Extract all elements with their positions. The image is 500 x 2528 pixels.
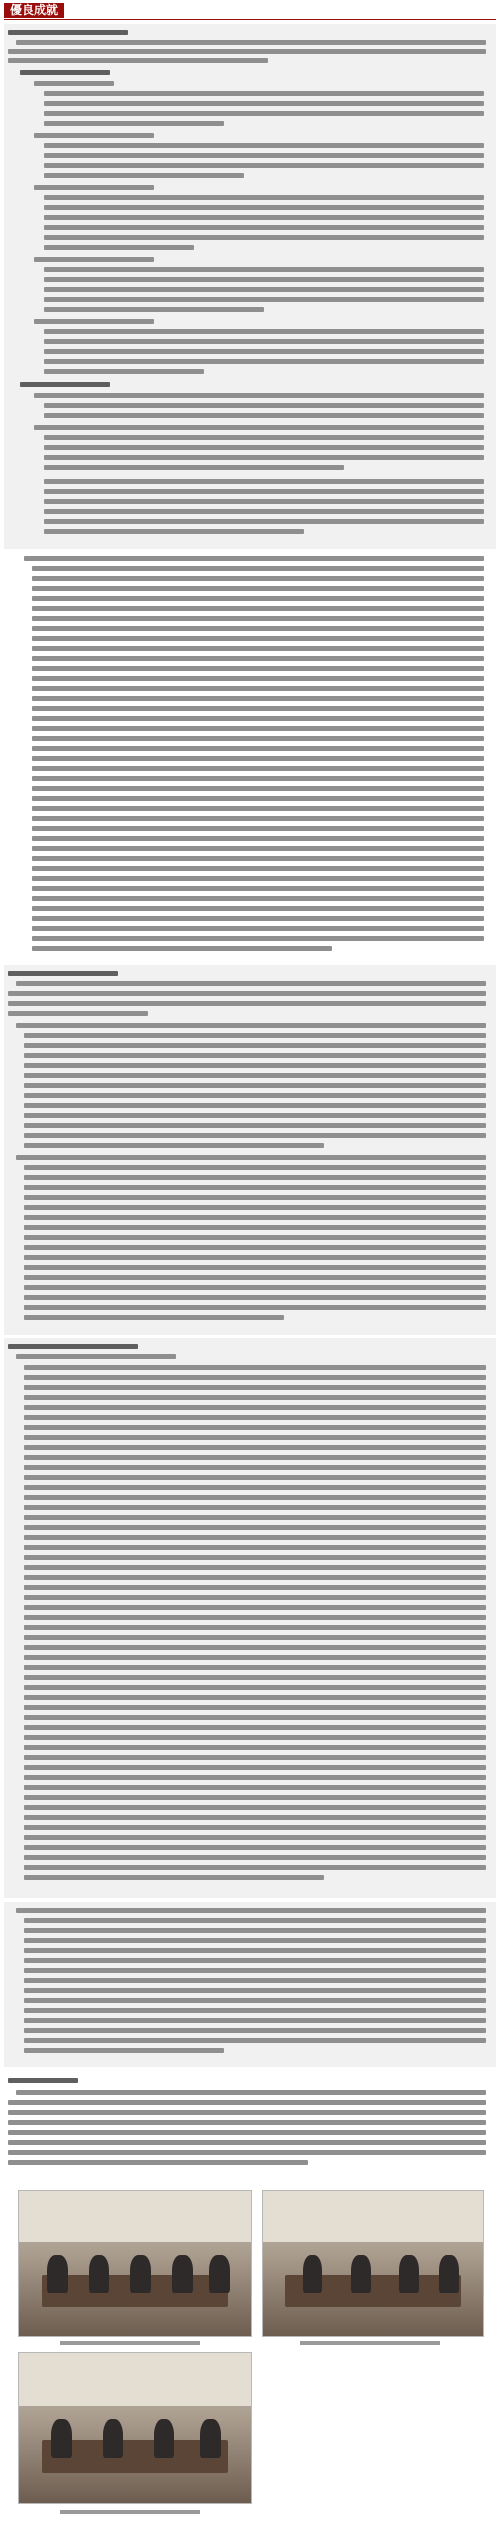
page-title: 優良成就 [4,3,64,18]
header-rule [4,19,496,20]
section-summary [4,2072,496,2182]
page-header [0,0,500,22]
meeting-photo-2 [262,2190,484,2337]
meeting-photo-3 [18,2352,252,2504]
section-cultivation-results [4,552,496,962]
section-organic-rice-research [4,965,496,1335]
photo-caption-3 [60,2510,200,2514]
photo-caption-2 [300,2341,440,2345]
photo-caption-1 [60,2341,200,2345]
section-research-overview [4,24,496,549]
section-breeding-results [4,1338,496,1898]
section-variety-releases [4,1902,496,2067]
meeting-photo-1 [18,2190,252,2337]
